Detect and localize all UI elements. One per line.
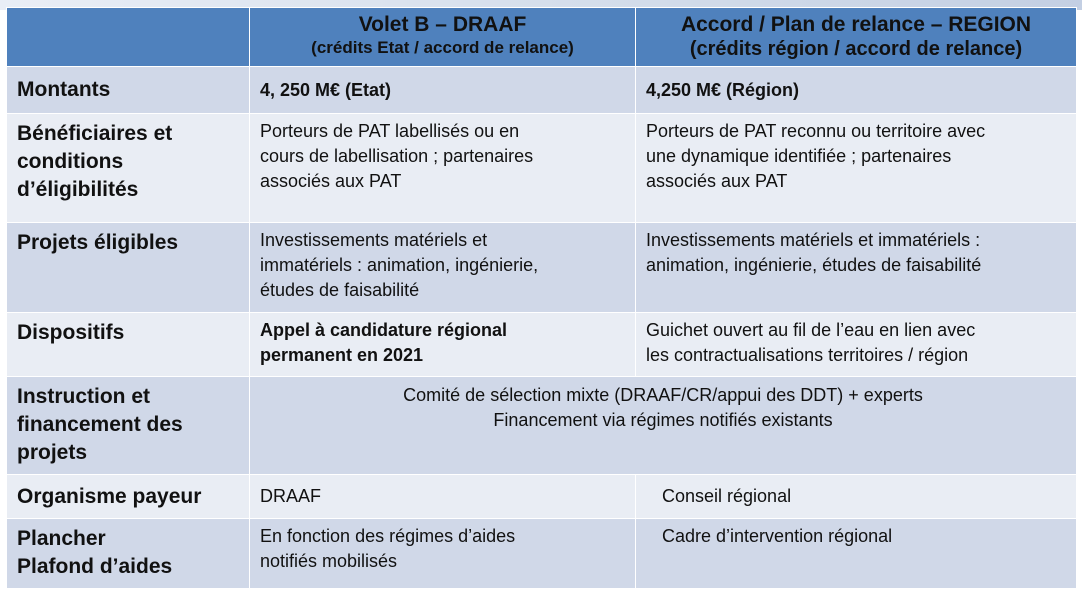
cell-organisme-region: Conseil régional xyxy=(636,475,1077,519)
label-line: Bénéficiaires et xyxy=(17,122,173,145)
row-projets xyxy=(7,223,1077,313)
cell-instruction-merged xyxy=(250,377,1077,475)
cell-projets-region xyxy=(636,223,1077,313)
header-region-title: Accord / Plan de relance – REGION xyxy=(680,13,1032,36)
header-draaf-title: Volet B – DRAAF xyxy=(358,13,527,36)
label-line: d’éligibilités xyxy=(17,178,139,201)
row-label-instruction xyxy=(7,377,250,475)
text-line: cours de labellisation ; partenaires xyxy=(260,146,534,166)
cell-organisme-draaf: DRAAF xyxy=(250,475,636,519)
label-line: Instruction et xyxy=(17,385,151,408)
header-empty-cell xyxy=(7,8,250,67)
row-label-plancher xyxy=(7,519,250,589)
row-label-projets: Projets éligibles xyxy=(7,223,250,313)
table-header-row xyxy=(7,8,1077,67)
cell-montants-draaf: 4, 250 M€ (Etat) xyxy=(250,67,636,114)
text-line: Investissements matériels et immatériels : xyxy=(646,230,981,250)
header-draaf xyxy=(250,8,636,67)
cell-projets-draaf xyxy=(250,223,636,313)
row-label-beneficiaires xyxy=(7,114,250,223)
row-montants xyxy=(7,67,1077,114)
row-label-organisme: Organisme payeur xyxy=(7,475,250,519)
text-line: animation, ingénierie, études de faisabilité xyxy=(646,255,982,275)
cell-beneficiaires-region xyxy=(636,114,1077,223)
text-line: une dynamique identifiée ; partenaires xyxy=(646,146,952,166)
row-organisme xyxy=(7,475,1077,519)
row-beneficiaires xyxy=(7,114,1077,223)
text-line: associés aux PAT xyxy=(260,171,402,191)
text-line: études de faisabilité xyxy=(260,280,420,300)
cell-dispositifs-region xyxy=(636,313,1077,377)
text-line: Investissements matériels et xyxy=(260,230,488,250)
row-label-dispositifs: Dispositifs xyxy=(7,313,250,377)
text-line: Porteurs de PAT reconnu ou territoire avec xyxy=(646,121,986,141)
comparison-table xyxy=(6,7,1077,589)
text-line: les contractualisations territoires / région xyxy=(646,345,969,365)
text-line: permanent en 2021 xyxy=(260,345,424,365)
text-line: Financement via régimes notifiés existants xyxy=(493,410,833,430)
label-line: financement des xyxy=(17,413,183,436)
row-dispositifs xyxy=(7,313,1077,377)
header-region-subtitle: (crédits région / accord de relance) xyxy=(689,38,1023,60)
label-line: Plafond d’aides xyxy=(17,555,173,578)
cell-montants-region: 4,250 M€ (Région) xyxy=(636,67,1077,114)
text-line: Guichet ouvert au fil de l’eau en lien avec xyxy=(646,320,976,340)
text-line: immatériels : animation, ingénierie, xyxy=(260,255,539,275)
row-label-montants: Montants xyxy=(7,67,250,114)
cell-dispositifs-draaf xyxy=(250,313,636,377)
text-line: Appel à candidature régional xyxy=(260,320,508,340)
text-line: notifiés mobilisés xyxy=(260,551,398,571)
label-line: conditions xyxy=(17,150,124,173)
label-line: projets xyxy=(17,441,88,464)
row-instruction xyxy=(7,377,1077,475)
cell-beneficiaires-draaf xyxy=(250,114,636,223)
header-draaf-subtitle: (crédits Etat / accord de relance) xyxy=(311,38,574,57)
text-line: Porteurs de PAT labellisés ou en xyxy=(260,121,520,141)
header-region xyxy=(636,8,1077,67)
text-line: Comité de sélection mixte (DRAAF/CR/appui des DDT) + experts xyxy=(403,385,923,405)
cell-plancher-region: Cadre d’intervention régional xyxy=(636,519,1077,589)
text-line: En fonction des régimes d’aides xyxy=(260,526,516,546)
text-line: associés aux PAT xyxy=(646,171,788,191)
label-line: Plancher xyxy=(17,527,106,550)
cell-plancher-draaf xyxy=(250,519,636,589)
row-plancher xyxy=(7,519,1077,589)
